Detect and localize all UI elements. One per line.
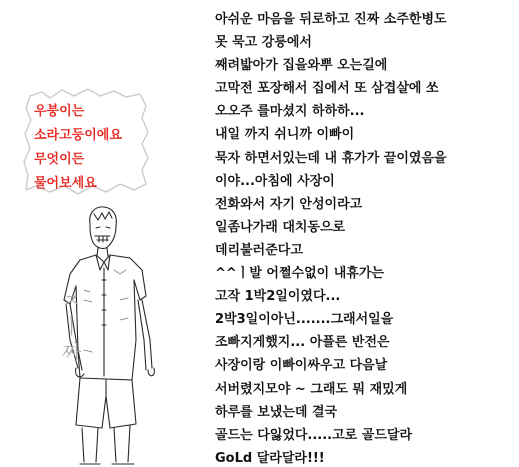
bubble-line: 무엇이든	[34, 152, 85, 167]
text-line: 내일 까지 쉬니까 이빠이	[215, 127, 355, 143]
text-line: 전화와서 자기 안성이라고	[215, 196, 363, 212]
story-text	[215, 8, 515, 467]
text-line: 고작 1박2일이였다...	[215, 289, 341, 305]
text-line: 째려밟아가 집을와뿌 오는길에	[215, 58, 388, 74]
speech-bubble	[22, 86, 152, 198]
text-line: 2박3일이아닌.......그래서일을	[215, 312, 394, 328]
text-line: 이야...아침에 사장이	[215, 173, 335, 189]
text-line: GoLd 달라달라!!!	[215, 450, 325, 466]
text-line: 사장이랑 이빠이싸우고 다음날	[215, 358, 388, 374]
bubble-text	[34, 100, 149, 196]
text-line: 오오주 를마셨지 하하하...	[215, 104, 365, 120]
text-line: 골드는 다잃었다.....고로 골드달라	[215, 427, 412, 443]
bubble-line: 우붕이는	[34, 104, 85, 119]
text-line: ^^ㅣ발 어쩔수없이 내휴가는	[215, 266, 384, 282]
text-line: 못 묵고 강릉에서	[215, 35, 312, 51]
text-line: 조빠지게했지... 아플른 반전은	[215, 335, 390, 351]
text-line: 일좀나가래 대치동으로	[215, 219, 346, 235]
text-line: 서버렸지모야 ~ 그래도 뭐 재밌게	[215, 381, 408, 397]
bubble-line: 소라고둥이에요	[34, 128, 122, 143]
text-line: 아쉬운 마음을 뒤로하고 진짜 소주한병도	[215, 12, 447, 27]
text-line: 묵자 하면서있는데 내 휴가가 끝이였음을	[215, 150, 447, 166]
bubble-line: 물어보세요	[34, 176, 97, 191]
sketch-figure	[50, 200, 215, 467]
shirt-lettering: ㅈㅣ짜	[58, 290, 82, 368]
text-line: 하루를 보냈는데 결국	[215, 404, 338, 420]
text-line: 데리불러준다고	[215, 242, 303, 258]
text-line: 고막전 포장해서 집에서 또 삼겹살에 쏘	[215, 81, 439, 97]
